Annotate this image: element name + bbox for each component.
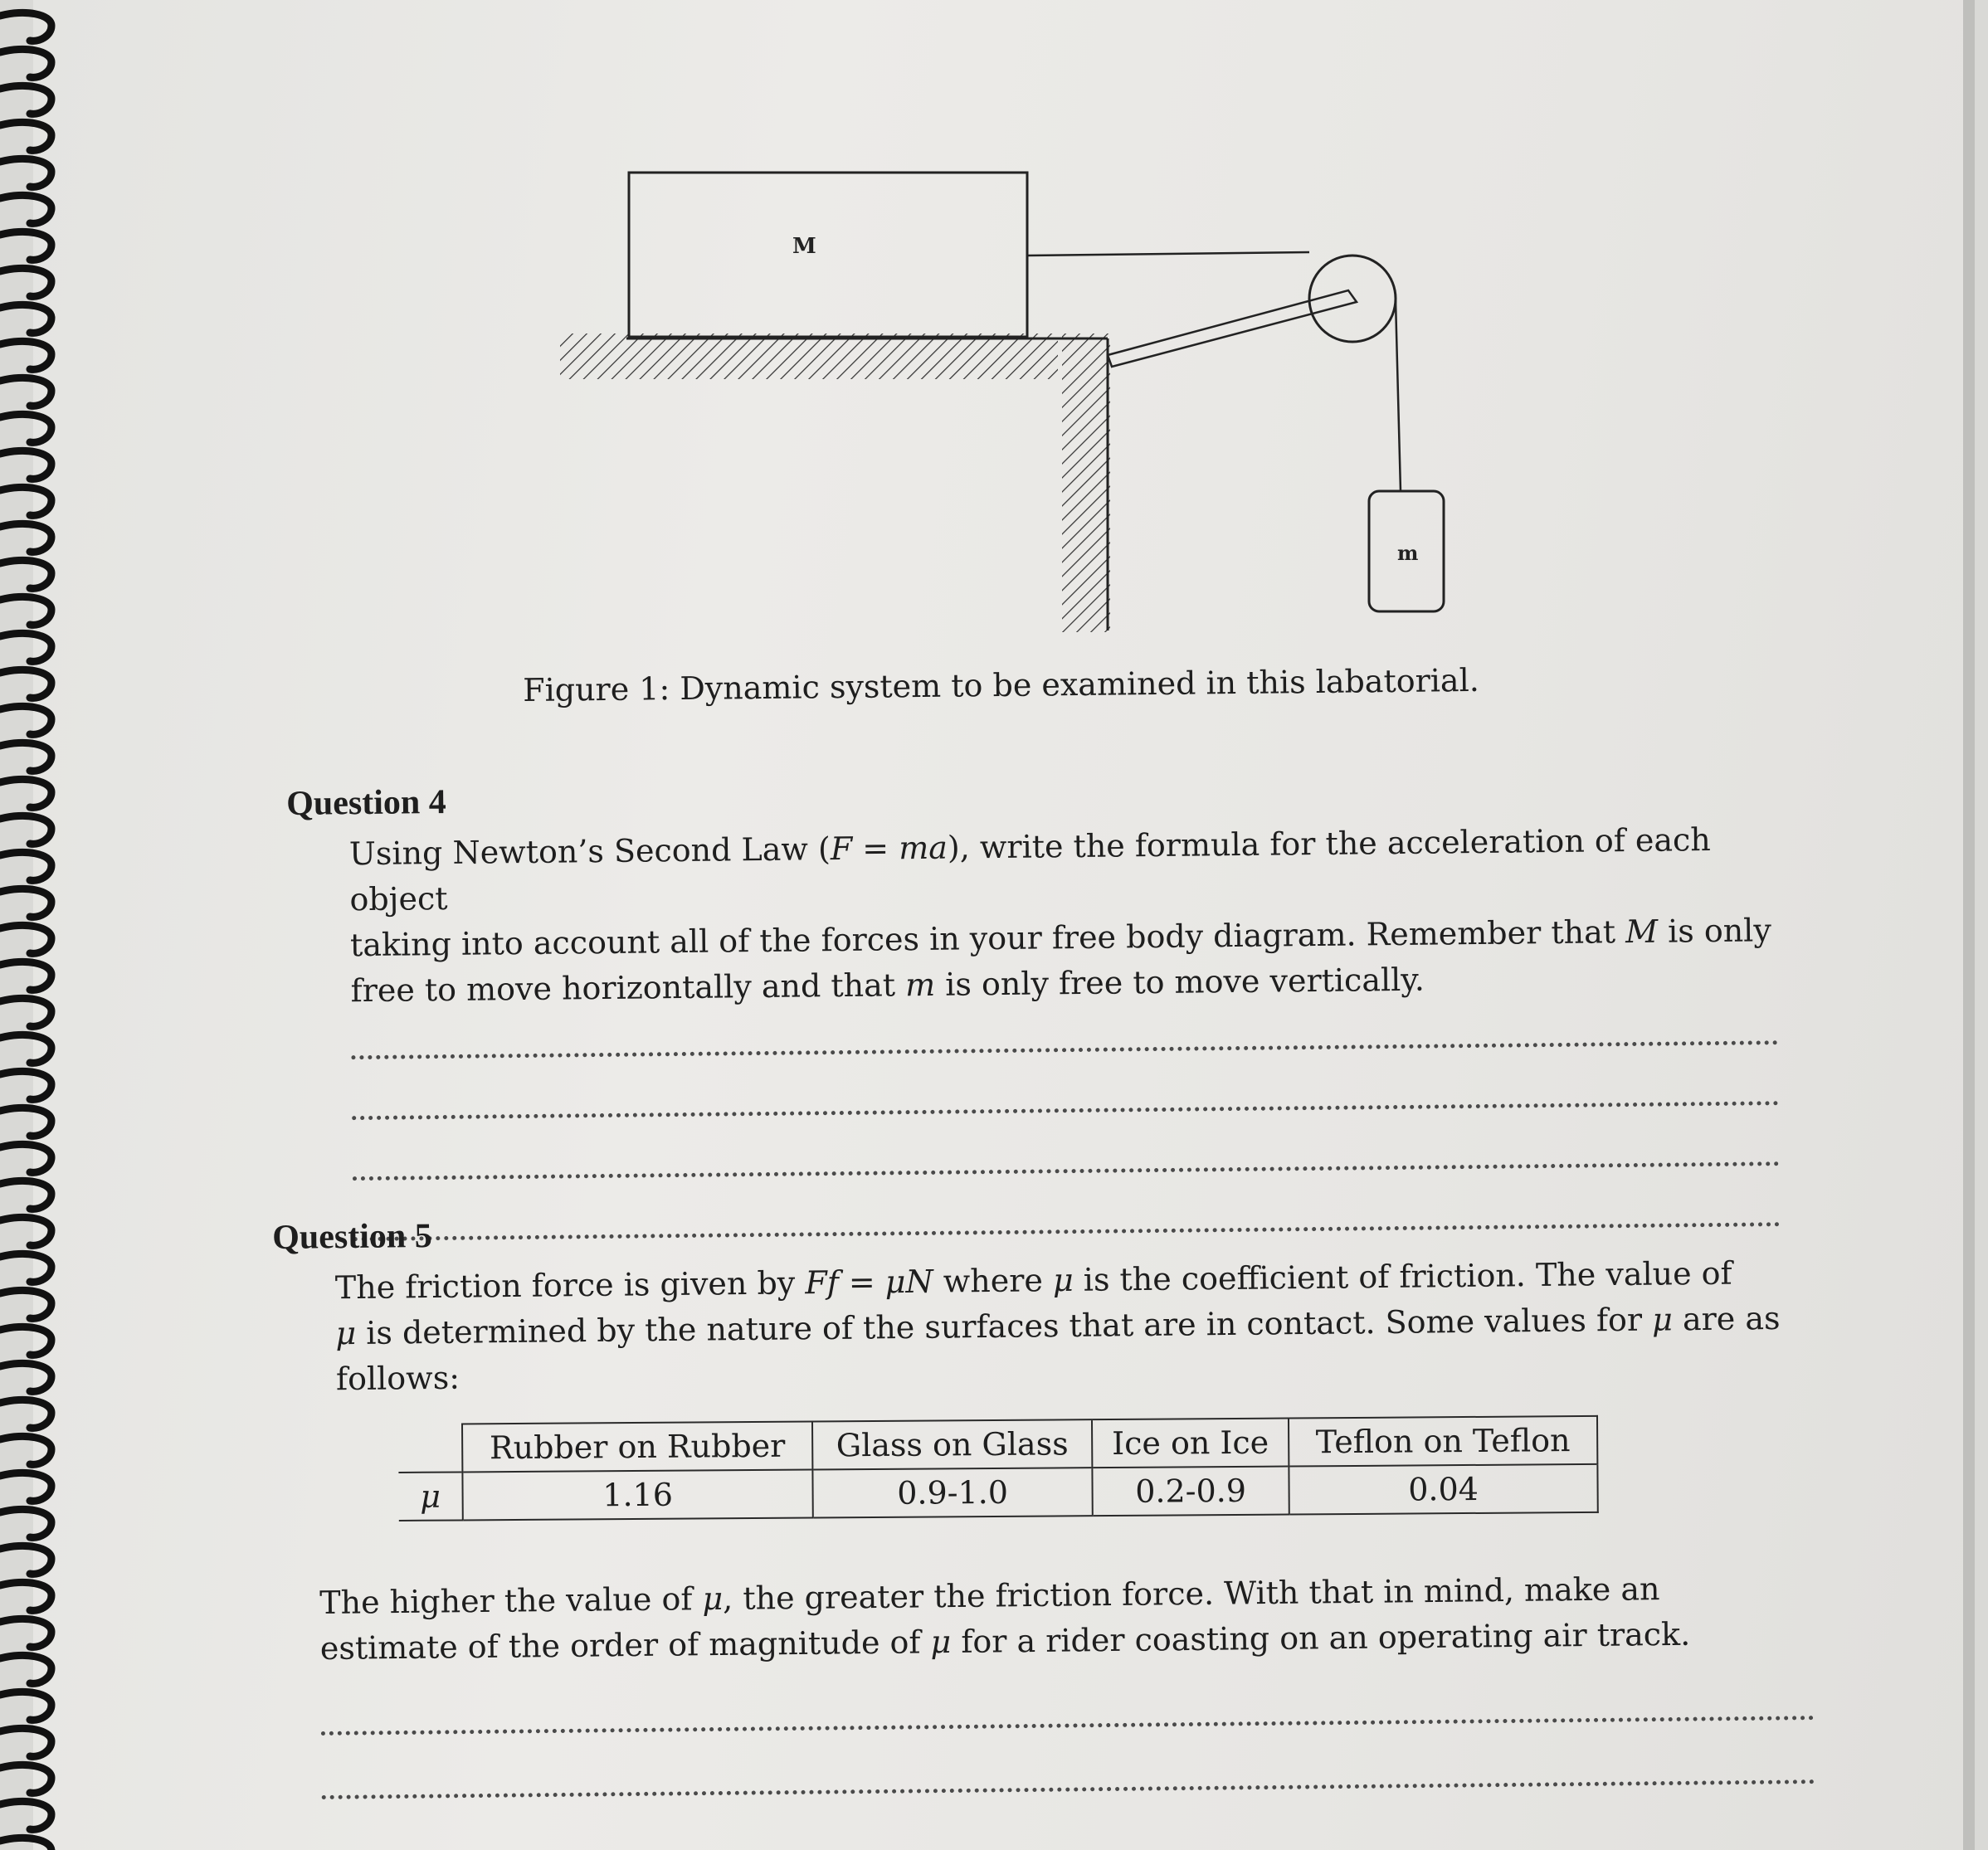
- spiral-coil: [0, 998, 51, 1026]
- spiral-coil: [0, 633, 51, 661]
- answer-line-1[interactable]: [351, 1040, 1778, 1059]
- spiral-coil: [0, 1217, 51, 1245]
- block-large-label: M: [792, 234, 816, 259]
- table-surface-hatch: [560, 333, 1058, 379]
- spiral-coil: [0, 1619, 51, 1647]
- spiral-coil: [0, 560, 51, 588]
- string-horizontal: [1027, 252, 1309, 256]
- spiral-coil: [0, 925, 51, 953]
- value-ice: 0.2-0.9: [1092, 1467, 1289, 1517]
- table-leg-hatch: [1062, 333, 1110, 632]
- spiral-coil: [0, 195, 51, 223]
- spiral-coil: [0, 1290, 51, 1318]
- question-5-followup: [319, 1565, 1840, 1799]
- table-values-row: [398, 1464, 1597, 1521]
- q4-line2: taking into account all of the forces in your free body diagram. Remember that: [349, 913, 1626, 964]
- spiral-coil: [0, 1509, 51, 1537]
- spiral-coil: [0, 888, 51, 917]
- spiral-coil: [0, 122, 51, 150]
- spiral-coil: [0, 414, 51, 442]
- pulley-wheel: [1309, 256, 1396, 342]
- symbol-m: m: [904, 966, 936, 1004]
- friction-coefficient-table: [398, 1415, 1599, 1521]
- spiral-coil: [0, 706, 51, 734]
- q4-line3: free to move horizontally and that: [350, 966, 906, 1010]
- q5-line1-mid: where: [933, 1262, 1054, 1300]
- figure-caption: Figure 1: Dynamic system to be examined in this labatorial.: [523, 661, 1480, 708]
- q4-line1: Using Newton’s Second Law (: [348, 830, 831, 873]
- spiral-coil: [0, 268, 51, 296]
- symbol-mu: μ: [702, 1580, 724, 1618]
- spiral-coil: [0, 1181, 51, 1209]
- header-rubber: Rubber on Rubber: [462, 1422, 812, 1473]
- spiral-coil: [0, 304, 51, 333]
- value-rubber: 1.16: [462, 1470, 812, 1521]
- pulley-diagram: [531, 149, 1460, 647]
- q5-line3: follows:: [335, 1359, 460, 1398]
- question-5-title: Question 5: [272, 1216, 433, 1257]
- q5-line1-end: is the coefficient of friction. The value of: [1073, 1254, 1732, 1298]
- spiral-coil: [0, 669, 51, 698]
- q5-after2-end: for a rider coasting on an operating air track.: [950, 1615, 1691, 1661]
- spiral-coil: [0, 596, 51, 625]
- question-4-title: Question 4: [286, 782, 447, 823]
- spiral-coil: [0, 85, 51, 114]
- spiral-coil: [0, 1363, 51, 1391]
- spiral-coil: [0, 852, 51, 880]
- spiral-coil: [0, 158, 51, 187]
- symbol-mu: μ: [1052, 1261, 1074, 1299]
- spiral-binding: [0, 0, 75, 1850]
- spiral-coil: [0, 1765, 51, 1793]
- spiral-coil: [0, 49, 51, 77]
- answer-line-3[interactable]: [353, 1161, 1780, 1181]
- newton-formula: F = ma: [830, 829, 948, 868]
- question-4: [286, 768, 1810, 1242]
- q5-line2-end: are as: [1672, 1299, 1781, 1338]
- header-glass: Glass on Glass: [812, 1419, 1092, 1469]
- q5-after1: The higher the value of: [319, 1580, 703, 1621]
- spiral-coil: [0, 523, 51, 552]
- value-teflon: 0.04: [1289, 1464, 1597, 1515]
- spiral-coil: [0, 1838, 51, 1850]
- q4-line1-end: ), write the formula for the acceleration of each object: [349, 821, 1712, 918]
- spiral-coil: [0, 1582, 51, 1610]
- answer-line-5[interactable]: [321, 1716, 1815, 1736]
- block-small-label: m: [1397, 541, 1419, 565]
- table-header-row: [398, 1416, 1597, 1473]
- header-ice: Ice on Ice: [1092, 1419, 1289, 1468]
- spiral-coil: [0, 815, 51, 844]
- table-corner: [398, 1424, 462, 1473]
- spiral-coil: [0, 1473, 51, 1501]
- value-glass: 0.9-1.0: [812, 1468, 1092, 1517]
- spiral-coil: [0, 1436, 51, 1464]
- header-teflon: Teflon on Teflon: [1289, 1416, 1597, 1467]
- spiral-coil: [0, 779, 51, 807]
- spiral-coil: [0, 1327, 51, 1355]
- question-4-text: [349, 816, 1807, 1014]
- string-vertical: [1396, 300, 1401, 491]
- q5-after1-end: , the greater the friction force. With that in mind, make an: [722, 1570, 1660, 1617]
- spiral-coil: [0, 12, 51, 41]
- spiral-coil: [0, 450, 51, 479]
- answer-line-2[interactable]: [352, 1101, 1779, 1120]
- spiral-coil: [0, 1655, 51, 1683]
- friction-formula: Ff = μN: [805, 1263, 933, 1302]
- spiral-coil: [0, 1035, 51, 1063]
- spiral-coil: [0, 1400, 51, 1428]
- q5-line2: is determined by the nature of the surfaces that are in contact. Some values for: [355, 1301, 1653, 1351]
- spiral-coil: [0, 1071, 51, 1099]
- symbol-mu: μ: [1651, 1301, 1674, 1338]
- row-label-mu: μ: [398, 1472, 462, 1521]
- q5-followup-text: [319, 1565, 1839, 1672]
- spiral-coil: [0, 231, 51, 260]
- symbol-mu: μ: [335, 1314, 357, 1352]
- spiral-coil: [0, 1801, 51, 1829]
- spiral-coil: [0, 962, 51, 990]
- q4-line2-end: is only: [1657, 912, 1772, 950]
- spiral-coil: [0, 1546, 51, 1574]
- question-5: [272, 1201, 1834, 1403]
- symbol-M: M: [1625, 913, 1659, 951]
- spiral-coil: [0, 1254, 51, 1282]
- spiral-coil: [0, 377, 51, 406]
- q4-line3-end: is only free to move vertically.: [934, 961, 1425, 1003]
- q5-line1: The friction force is given by: [334, 1264, 806, 1307]
- spiral-coil: [0, 1692, 51, 1720]
- spiral-coil: [0, 1144, 51, 1172]
- spiral-coil: [0, 1108, 51, 1136]
- spiral-coil: [0, 487, 51, 515]
- question-5-text: [335, 1249, 1835, 1402]
- spiral-coil: [0, 1728, 51, 1756]
- q5-after2: estimate of the order of magnitude of: [319, 1624, 931, 1667]
- pulley-arm: [1108, 290, 1357, 367]
- symbol-mu: μ: [930, 1624, 952, 1661]
- block-large-mass: [629, 173, 1027, 337]
- spiral-coil: [0, 341, 51, 369]
- page-edge: [1963, 0, 1975, 1850]
- spiral-coil: [0, 742, 51, 771]
